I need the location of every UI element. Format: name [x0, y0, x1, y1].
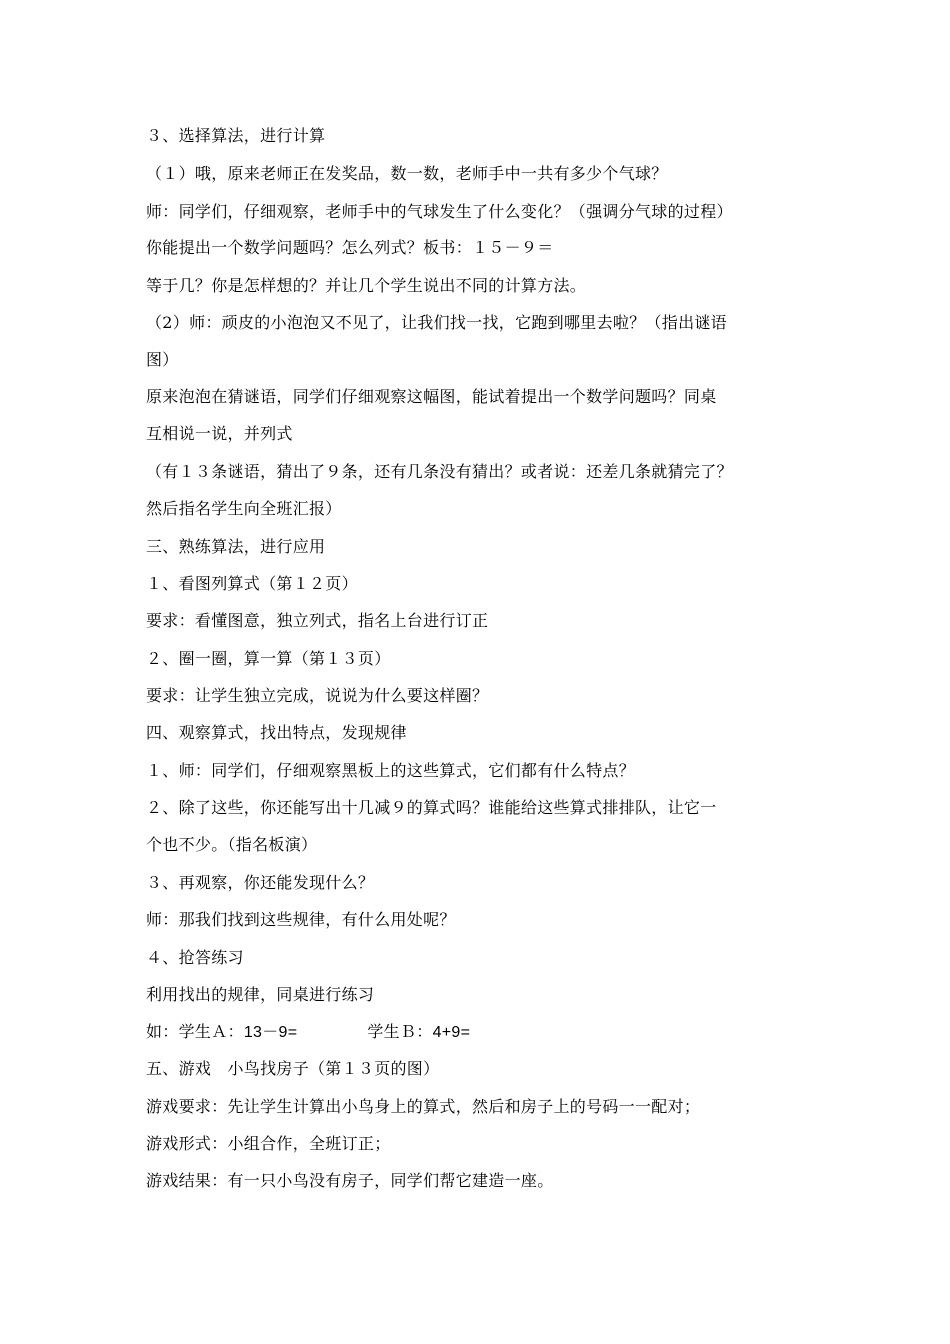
- heading-select-algorithm: ３、选择算法，进行计算: [146, 126, 326, 145]
- text-line: 要求：看懂图意，独立列式，指名上台进行订正: [146, 611, 489, 630]
- text-line: 你能提出一个数学问题吗？怎么列式？板书：１５－９＝: [146, 238, 554, 257]
- text-line: 等于几？你是怎样想的？并让几个学生说出不同的计算方法。: [146, 276, 587, 295]
- text-line: 师：同学们，仔细观察，老师手中的气球发生了什么变化？（强调分气球的过程）: [146, 202, 733, 221]
- text-line: 游戏形式：小组合作，全班订正；: [146, 1134, 391, 1153]
- text-line: ４、抢答练习: [146, 948, 244, 967]
- example-prefix-b: 学生Ｂ：: [367, 1022, 433, 1041]
- heading-observe: 四、观察算式，找出特点，发现规律: [146, 723, 407, 742]
- text-line: （有１３条谜语，猜出了９条，还有几条没有猜出？或者说：还差几条就猜完了？: [146, 462, 733, 481]
- example-expr-b: 4+9=: [432, 1024, 471, 1041]
- text-line: 利用找出的规律，同桌进行练习: [146, 985, 375, 1004]
- heading-game: 五、游戏 小鸟找房子（第１３页的图）: [146, 1059, 440, 1078]
- text-line: 个也不少。（指名板演）: [146, 835, 318, 854]
- text-line: 要求：让学生独立完成，说说为什么要这样圈？: [146, 686, 489, 705]
- text-line: 原来泡泡在猜谜语，同学们仔细观察这幅图，能试着提出一个数学问题吗？同桌: [146, 387, 717, 406]
- text-line: 游戏结果：有一只小鸟没有房子，同学们帮它建造一座。: [146, 1171, 554, 1190]
- text-line: 图）: [146, 350, 179, 369]
- text-line: 互相说一说，并列式: [146, 424, 293, 443]
- text-line: １、师：同学们，仔细观察黑板上的这些算式，它们都有什么特点？: [146, 761, 636, 780]
- text-line: 师：那我们找到这些规律，有什么用处呢？: [146, 910, 456, 929]
- example-expr-a: 13－9=: [243, 1024, 298, 1041]
- text-line: ３、再观察，你还能发现什么？: [146, 873, 375, 892]
- text-line: 然后指名学生向全班汇报）: [146, 499, 342, 518]
- heading-practice: 三、熟练算法，进行应用: [146, 537, 326, 556]
- text-line: 游戏要求：先让学生计算出小鸟身上的算式，然后和房子上的号码一一配对；: [146, 1097, 701, 1116]
- text-line: ２、圈一圈，算一算（第１３页）: [146, 649, 391, 668]
- text-line: （１）哦，原来老师正在发奖品，数一数，老师手中一共有多少个气球？: [146, 164, 668, 183]
- example-prefix-a: 如：学生Ａ：: [146, 1022, 244, 1041]
- text-line: ２、除了这些，你还能写出十几减９的算式吗？谁能给这些算式排排队，让它一: [146, 798, 717, 817]
- text-line: １、看图列算式（第１２页）: [146, 574, 358, 593]
- example-line: [146, 1022, 826, 1043]
- text-line: （2）师：顽皮的小泡泡又不见了，让我们找一找，它跑到哪里去啦？（指出谜语: [146, 313, 727, 332]
